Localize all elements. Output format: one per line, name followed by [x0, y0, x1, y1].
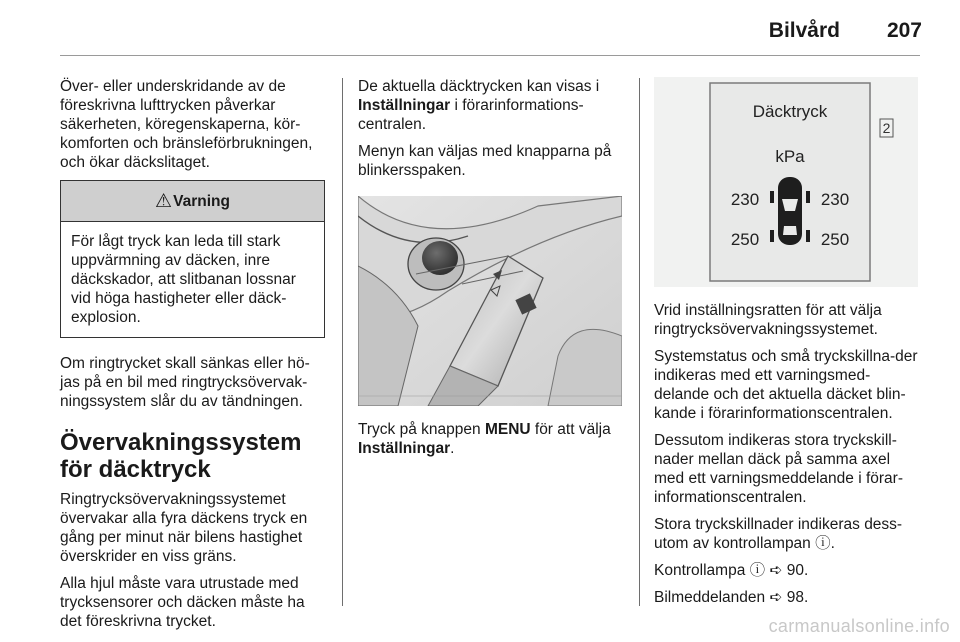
warning-body: För lågt tryck kan leda till stark uppvärmning av däcken, inre däckskador, att slitbanan lossnar vid höga hastigheter eller däck-explosion. [71, 233, 296, 326]
lamp-reference: Kontrollampa ⓘ ➪ 90. [654, 562, 809, 579]
footer-watermark: carmanualsonline.info [768, 616, 950, 636]
turn-signal-stalk-image [358, 196, 622, 406]
header-title: Bilvård [768, 19, 840, 42]
section-heading: Övervakningssystem för däcktryck [60, 429, 302, 483]
sensor-requirement: Alla hjul måste vara utrustade med trycksensorer och däcken måste ha det föreskrivna trycket. [60, 575, 305, 630]
select-system-paragraph: Vrid inställningsratten för att välja ringtrycksövervakningssystemet. [654, 302, 882, 338]
status-paragraph: Systemstatus och små tryckskillna-der indikeras med ett varningsmed-delande och det aktuella däcket blin-kande i förarinformationscentralen. [654, 348, 918, 422]
column-3 [654, 77, 922, 615]
stalk-illustration [358, 196, 622, 406]
warning-lamp-paragraph: Stora tryckskillnader indikeras dess-utom av kontrollampan ⓘ. [654, 516, 903, 552]
menu-button-term: MENU [484, 421, 531, 438]
display-title: Däcktryck [752, 102, 828, 121]
messages-reference: Bilmeddelanden ➪ 98. [654, 589, 809, 606]
menu-paragraph: Menyn kan väljas med knapparna på blinkersspaken. [358, 143, 612, 179]
rear-right-pressure: 250 [820, 230, 850, 249]
warning-icon: ⚠ [155, 190, 173, 212]
display-unit: kPa [775, 147, 805, 166]
column-divider-2 [639, 78, 640, 606]
page-number: 207 [886, 19, 922, 42]
column-1 [60, 77, 325, 639]
page-indicator: 2 [882, 120, 891, 136]
column-2 [358, 77, 626, 466]
settings-term-2: Inställningar [358, 440, 451, 457]
ignition-paragraph: Om ringtrycket skall sänkas eller hö-jas på en bil med ringtrycksövervak-ningssystem slår du av tändningen. [60, 355, 310, 410]
intro-paragraph: Över- eller underskridande av de föreskrivna lufttrycken påverkar säkerheten, köregenskaperna, kör-komforten och bränsleförbrukningen, och ökar däckslitaget. [60, 78, 313, 171]
display-paragraph: De aktuella däcktrycken kan visas i Inställningar i förarinformations-centralen. [358, 78, 600, 133]
header-rule [60, 55, 920, 56]
rear-left-pressure: 250 [730, 230, 760, 249]
front-right-pressure: 230 [820, 190, 850, 209]
warning-title: Varning [173, 192, 230, 210]
warning-header [61, 181, 324, 222]
warning-box [60, 180, 325, 338]
menu-instruction: Tryck på knappen MENU för att välja Inställningar. [358, 421, 611, 457]
tire-pressure-display [654, 77, 918, 287]
settings-term: Inställningar [358, 97, 451, 114]
tpms-screen [654, 77, 918, 287]
column-divider-1 [342, 78, 343, 606]
system-description: Ringtrycksövervakningssystemet övervakar alla fyra däckens tryck en gång per minut när bilens hastighet överskrider en viss gräns. [60, 491, 308, 565]
axle-paragraph: Dessutom indikeras stora tryckskill-nader mellan däck på samma axel med ett varningsmeddelande i förar-informationscentralen. [654, 432, 903, 506]
front-left-pressure: 230 [730, 190, 760, 209]
